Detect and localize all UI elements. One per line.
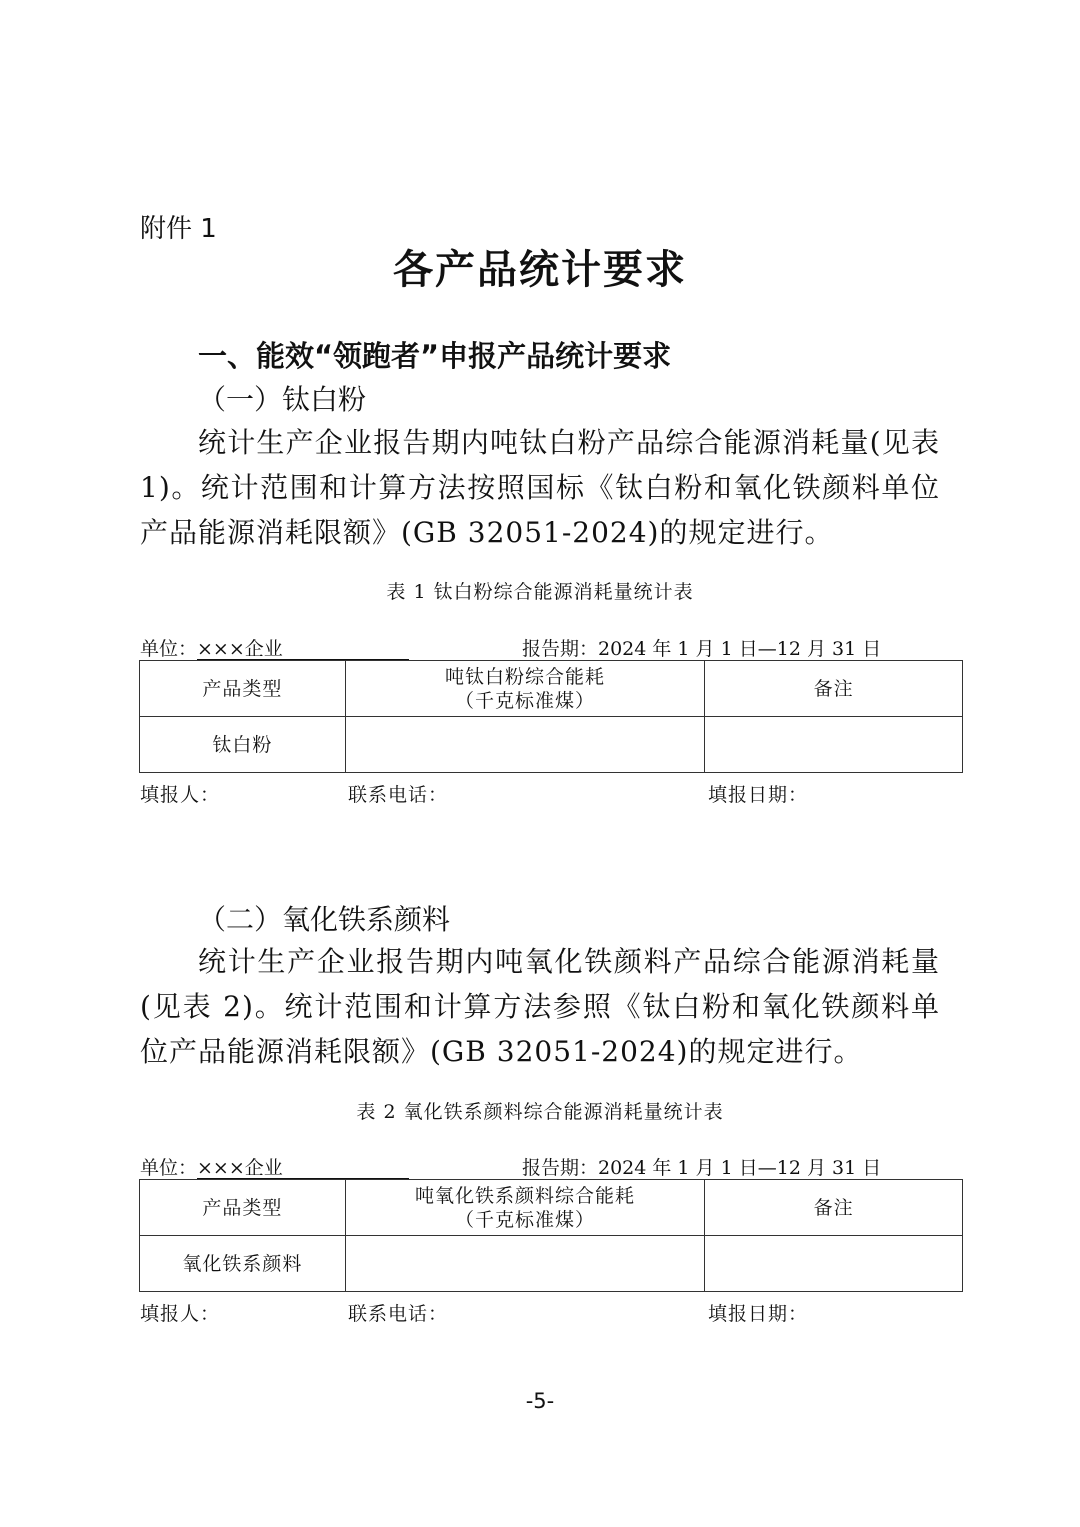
cell-product: 氧化铁系颜料 <box>140 1236 346 1292</box>
cell-remarks[interactable] <box>705 1236 963 1292</box>
header-energy-line2: （千克标准煤） <box>455 689 596 712</box>
table-2-unit <box>140 1153 409 1180</box>
unit-label: 单位： <box>140 638 198 660</box>
subsection-2-heading: （二）氧化铁系颜料 <box>198 903 451 936</box>
page-title: 各产品统计要求 <box>393 247 687 293</box>
unit-label: 单位： <box>140 1157 198 1179</box>
table-1-period: 报告期：2024 年 1 月 1 日—12 月 31 日 <box>522 638 882 660</box>
subsection-1-paragraph: 统计生产企业报告期内吨钛白粉产品综合能源消耗量(见表1)。统计范围和计算方法按照国标《钛白粉和氧化铁颜料单位产品能源消耗限额》(GB 32051-2024)的规定进行。 <box>140 426 940 549</box>
table-header-row <box>140 661 963 717</box>
attachment-label: 附件 1 <box>140 214 217 244</box>
cell-energy-value[interactable] <box>345 717 705 773</box>
header-energy-line1: 吨氧化铁系颜料综合能耗 <box>415 1184 636 1207</box>
header-product-type: 产品类型 <box>140 1180 346 1236</box>
header-energy-line1: 吨钛白粉综合能耗 <box>445 665 606 688</box>
table-1 <box>139 660 963 773</box>
cell-remarks[interactable] <box>705 717 963 773</box>
table-2-caption: 表 2 氧化铁系颜料综合能源消耗量统计表 <box>356 1101 724 1123</box>
header-energy-consumption <box>345 661 705 717</box>
table-1-date: 填报日期： <box>708 784 809 806</box>
table-header-row <box>140 1180 963 1236</box>
table-2-date: 填报日期： <box>708 1303 809 1325</box>
table-row <box>140 1236 963 1292</box>
table-2-filler: 填报人： <box>140 1303 221 1325</box>
header-energy-consumption <box>345 1180 705 1236</box>
subsection-2-paragraph: 统计生产企业报告期内吨氧化铁颜料产品综合能源消耗量(见表 2)。统计范围和计算方法参照《钛白粉和氧化铁颜料单位产品能源消耗限额》(GB 32051-2024)的规定进行。 <box>140 945 940 1068</box>
unit-value: ×××企业 <box>197 639 409 660</box>
header-remarks: 备注 <box>705 1180 963 1236</box>
header-product-type: 产品类型 <box>140 661 346 717</box>
cell-product: 钛白粉 <box>140 717 346 773</box>
table-2 <box>139 1179 963 1292</box>
table-2-phone: 联系电话： <box>348 1303 449 1325</box>
table-1-filler: 填报人： <box>140 784 221 806</box>
page-number: -5- <box>525 1389 555 1413</box>
table-row <box>140 717 963 773</box>
table-1-caption: 表 1 钛白粉综合能源消耗量统计表 <box>386 581 694 603</box>
section-heading: 一、能效“领跑者”申报产品统计要求 <box>198 339 672 373</box>
unit-value: ×××企业 <box>197 1158 409 1179</box>
header-energy-line2: （千克标准煤） <box>455 1208 596 1231</box>
table-2-period: 报告期：2024 年 1 月 1 日—12 月 31 日 <box>522 1157 882 1179</box>
table-1-unit <box>140 634 409 661</box>
subsection-1-heading: （一）钛白粉 <box>198 383 367 416</box>
table-1-phone: 联系电话： <box>348 784 449 806</box>
header-remarks: 备注 <box>705 661 963 717</box>
cell-energy-value[interactable] <box>345 1236 705 1292</box>
